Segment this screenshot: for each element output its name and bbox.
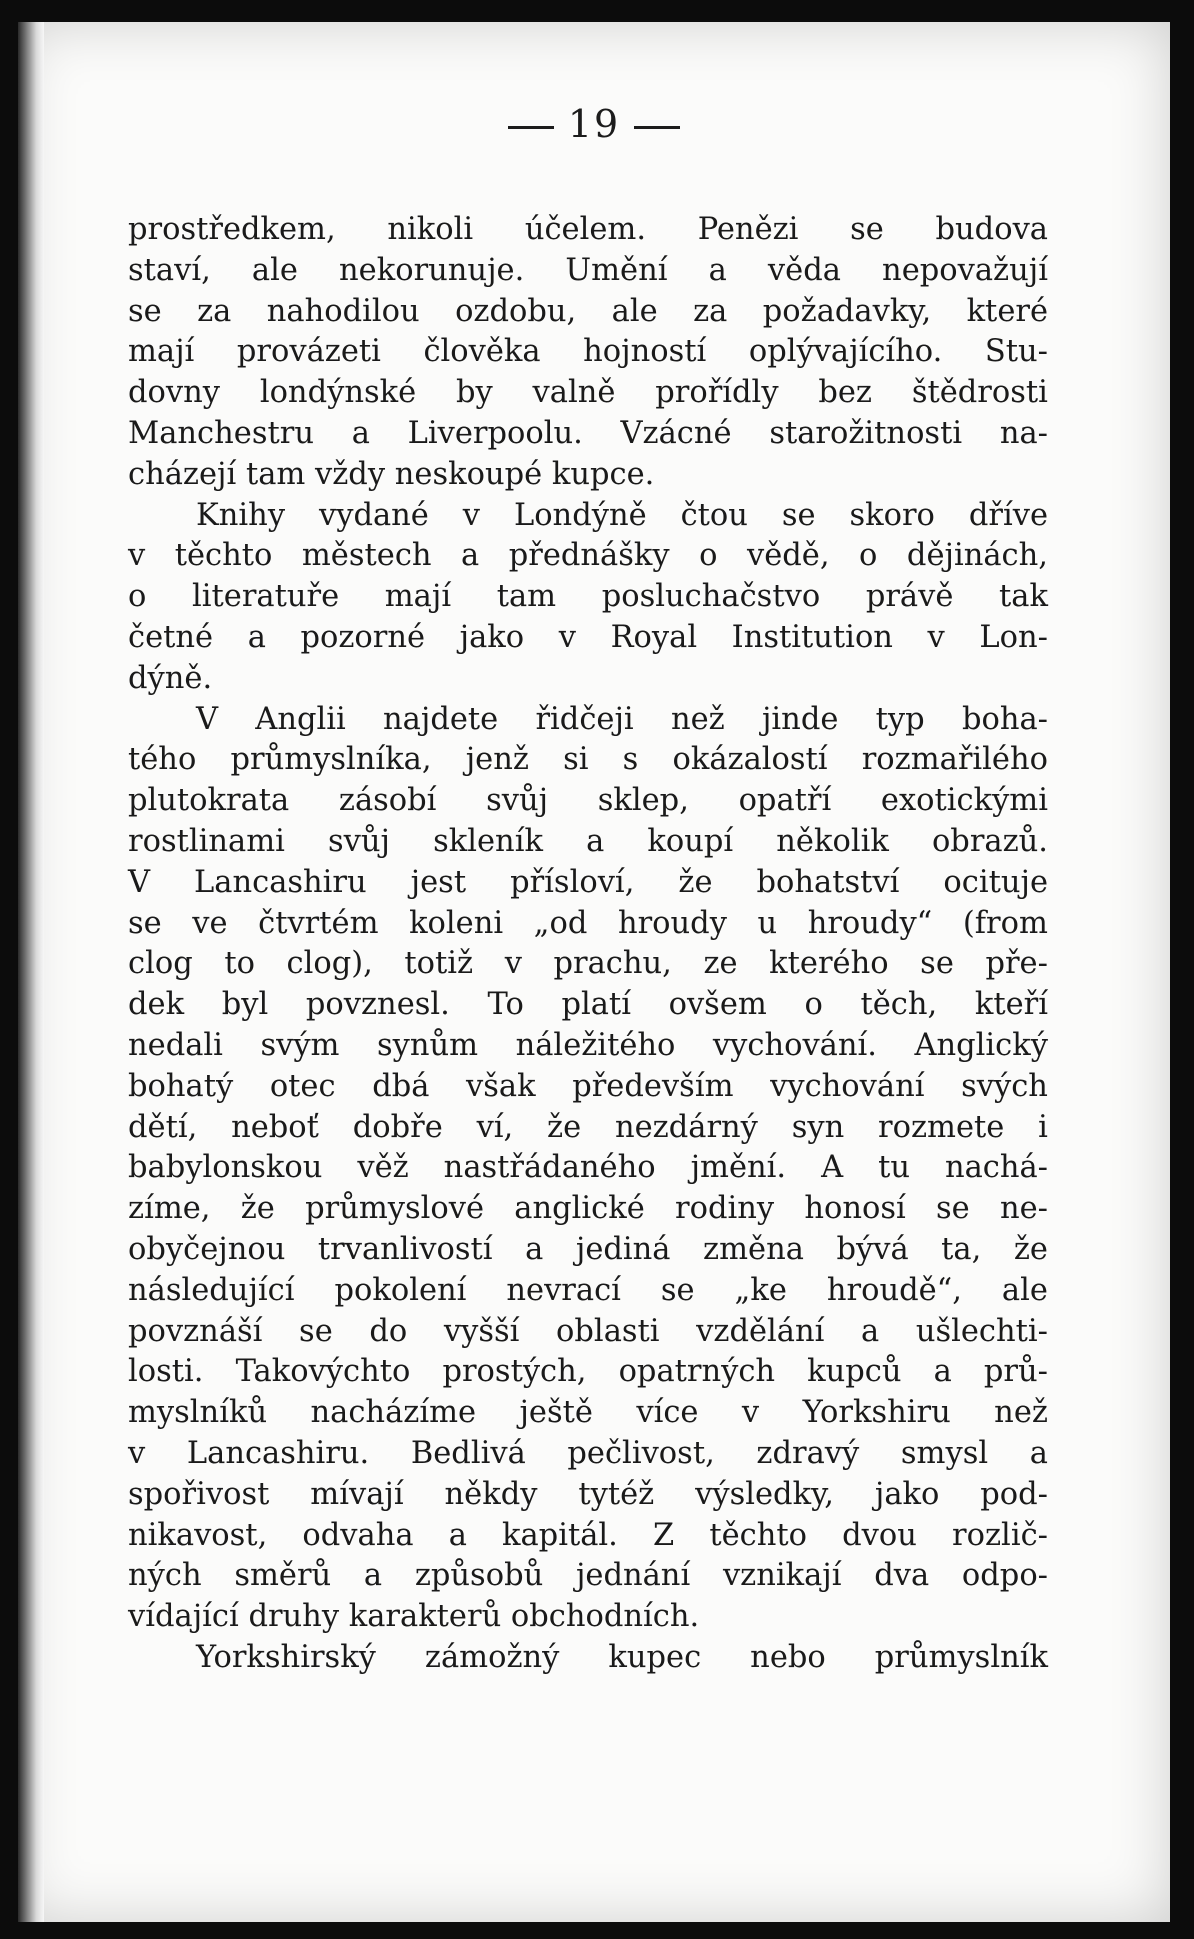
word: valně <box>532 375 616 411</box>
word: povznesl. <box>305 987 450 1023</box>
word: tého <box>128 742 197 778</box>
word: prořídly <box>655 375 779 411</box>
word: tytéž <box>578 1476 655 1512</box>
word: o <box>699 538 718 574</box>
word: jako <box>459 619 525 655</box>
word: karakterů <box>348 1599 511 1635</box>
word: Lon- <box>979 619 1048 655</box>
text-line <box>128 1393 1048 1434</box>
word: vzdělání <box>696 1313 825 1349</box>
text-line <box>128 904 1048 945</box>
text-line <box>128 1067 1048 1108</box>
text-line <box>128 944 1048 985</box>
word: četné <box>128 619 214 655</box>
word: věda <box>767 252 841 288</box>
text-line <box>128 210 1048 251</box>
word: skoro <box>849 497 935 533</box>
word: a <box>363 1558 383 1594</box>
page-number-dash-right <box>634 126 680 129</box>
text-line <box>128 1271 1048 1312</box>
word: výsledky, <box>695 1476 834 1512</box>
word: vychování. <box>712 1027 877 1063</box>
word: vydané <box>318 497 429 533</box>
word: těchto <box>174 538 273 574</box>
word: Yorkshirský <box>196 1639 376 1675</box>
word: se <box>128 293 162 329</box>
word: se <box>850 212 884 247</box>
word: však <box>466 1068 536 1104</box>
word: tu <box>878 1150 910 1186</box>
word: trvanlivostí <box>317 1231 493 1267</box>
word: bohatý <box>128 1068 234 1104</box>
text-line <box>128 373 1048 414</box>
word: svůj <box>486 783 549 819</box>
word: ale <box>251 252 298 288</box>
word: a <box>1029 1435 1048 1471</box>
text-line <box>128 740 1048 781</box>
word: rozmete <box>878 1109 1005 1145</box>
word: myslníků <box>128 1395 268 1431</box>
word: městech <box>301 538 432 574</box>
word: přednášky <box>508 538 670 574</box>
page-number-dash-left <box>508 126 554 129</box>
word: a <box>448 1517 467 1553</box>
word: v <box>927 619 945 655</box>
word: zdravý <box>756 1435 860 1471</box>
word: clog), <box>286 946 373 982</box>
word: ocituje <box>943 864 1048 900</box>
word: především <box>572 1068 734 1104</box>
word: čtou <box>680 497 748 533</box>
text-line <box>128 659 1048 700</box>
text-line <box>128 292 1048 333</box>
word: průmyslník <box>874 1639 1048 1675</box>
word: obyčejnou <box>128 1231 286 1267</box>
word: se <box>660 1272 695 1308</box>
word: kteří <box>974 987 1048 1023</box>
word: o <box>859 538 878 574</box>
word: rodiny <box>675 1191 775 1227</box>
word: se <box>128 905 162 941</box>
word: vědě, <box>746 538 830 574</box>
word: ne- <box>999 1191 1048 1227</box>
text-line <box>128 536 1048 577</box>
word: někdy <box>444 1476 538 1512</box>
text-line <box>128 700 1048 741</box>
word: nebo <box>750 1639 826 1675</box>
word: zámožný <box>424 1639 560 1675</box>
word: právě <box>865 579 954 615</box>
word: Umění <box>565 252 668 288</box>
word: spořivost <box>128 1476 270 1512</box>
word: byl <box>221 987 269 1023</box>
word: starožitnosti <box>769 415 963 451</box>
word: těchto <box>709 1517 807 1553</box>
body-text <box>128 210 1048 1679</box>
word: změna <box>703 1231 804 1267</box>
word: druhy <box>248 1599 349 1635</box>
word: sklep, <box>597 783 689 819</box>
word: v <box>558 619 576 655</box>
word: provázeti <box>236 334 381 370</box>
word: a <box>861 1313 880 1349</box>
word: prachu, <box>553 946 672 982</box>
word: několik <box>776 823 889 859</box>
word: Knihy <box>196 497 286 533</box>
word: jednání <box>575 1558 691 1594</box>
word: náležitého <box>515 1027 676 1063</box>
word: a <box>586 823 605 859</box>
word: neskoupé <box>394 456 552 492</box>
word: nevrací <box>506 1272 621 1308</box>
text-line <box>128 577 1048 618</box>
word: nastřádaného <box>443 1150 656 1186</box>
word: exotickými <box>880 783 1048 819</box>
text-line <box>128 1638 1048 1679</box>
word: „ke <box>734 1272 787 1308</box>
word: obrazů. <box>931 823 1048 859</box>
word: kterého <box>769 946 889 982</box>
text-line <box>128 496 1048 537</box>
text-line <box>128 1556 1048 1597</box>
word: řidčeji <box>535 701 634 737</box>
word: se <box>781 497 816 533</box>
word: vznikají <box>722 1558 842 1594</box>
word: staví, <box>128 252 211 288</box>
word: jinde <box>761 701 839 737</box>
word: Institution <box>731 619 893 655</box>
word: dvou <box>842 1517 917 1553</box>
word: pozorné <box>300 619 426 655</box>
word: Vzácné <box>620 415 732 451</box>
word: v <box>462 497 481 533</box>
text-line <box>128 985 1048 1026</box>
word: mají <box>128 334 195 370</box>
word: a <box>708 252 727 288</box>
page-number: 19 <box>567 102 621 146</box>
word: více <box>636 1395 699 1431</box>
text-line <box>128 863 1048 904</box>
word: honosí <box>804 1191 906 1227</box>
word: za <box>693 293 728 329</box>
word: Lancashiru <box>194 864 367 900</box>
word: nezdárný <box>614 1109 758 1145</box>
word: svým <box>260 1027 340 1063</box>
word: bez <box>818 375 873 411</box>
word: průmyslníka, <box>230 742 432 778</box>
word: nachá- <box>944 1150 1048 1186</box>
word: neboť <box>231 1109 319 1145</box>
word: dětí, <box>128 1109 198 1145</box>
word: přísloví, <box>510 864 635 900</box>
text-line <box>128 1475 1048 1516</box>
word: že <box>547 1109 582 1145</box>
word: Z <box>653 1517 675 1553</box>
word: clog <box>128 946 193 982</box>
word: Lancashiru. <box>186 1435 370 1471</box>
word: a <box>933 1354 952 1390</box>
word: typ <box>875 701 925 737</box>
text-line <box>128 1434 1048 1475</box>
word: nedali <box>128 1027 223 1063</box>
word: zíme, <box>128 1191 211 1227</box>
word: ví, <box>476 1109 514 1145</box>
word: ještě <box>519 1395 593 1431</box>
word: by <box>455 375 493 411</box>
word: odpo- <box>961 1558 1048 1594</box>
word: do <box>369 1313 408 1349</box>
word: dovny <box>128 375 220 411</box>
word: syn <box>791 1109 845 1145</box>
word: posluchačstvo <box>601 579 821 615</box>
word: ale <box>1001 1272 1048 1308</box>
word: „od <box>533 905 588 941</box>
word: cházejí <box>128 456 246 492</box>
word: Yorkshiru <box>802 1395 951 1431</box>
word: odvaha <box>302 1517 414 1553</box>
word: londýnské <box>259 375 417 411</box>
word: jenž <box>465 742 529 778</box>
word: ovšem <box>668 987 767 1023</box>
word: směrů <box>234 1558 332 1594</box>
word: se <box>936 1191 970 1227</box>
word: rozmařilého <box>861 742 1048 778</box>
word: že <box>240 1191 275 1227</box>
word: (from <box>962 905 1048 941</box>
text-line <box>128 1026 1048 1067</box>
word: prostředkem, <box>128 212 336 247</box>
word: Anglický <box>914 1027 1048 1063</box>
text-line <box>128 414 1048 455</box>
text-line <box>128 1148 1048 1189</box>
text-line <box>128 618 1048 659</box>
word: i <box>1038 1109 1048 1145</box>
word: koleni <box>409 905 504 941</box>
word: si <box>563 742 589 778</box>
word: prů- <box>983 1354 1048 1390</box>
word: ozdobu, <box>455 293 577 329</box>
word: synům <box>377 1027 479 1063</box>
word: nikavost, <box>128 1517 268 1553</box>
word: ve <box>192 905 228 941</box>
word: nahodilou <box>266 293 420 329</box>
word: ta, <box>941 1231 982 1267</box>
word: bohatství <box>756 864 900 900</box>
word: kapitál. <box>502 1517 618 1553</box>
word: dek <box>128 987 185 1023</box>
word: že <box>1013 1231 1048 1267</box>
word: v <box>128 1435 146 1471</box>
word: Londýně <box>513 497 647 533</box>
text-line <box>128 822 1048 863</box>
word: a <box>247 619 266 655</box>
word: anglické <box>514 1191 645 1227</box>
word: Royal <box>610 619 698 655</box>
word: totiž <box>404 946 474 982</box>
word: svůj <box>328 823 390 859</box>
text-line <box>128 1189 1048 1230</box>
word: pře- <box>985 946 1048 982</box>
word: skleník <box>433 823 543 859</box>
word: opatrných <box>618 1354 776 1390</box>
word: než <box>670 701 725 737</box>
word: losti. <box>128 1354 204 1390</box>
word: mají <box>384 579 452 615</box>
word: průmyslové <box>305 1191 485 1227</box>
word: Manchestru <box>128 415 314 451</box>
word: následující <box>128 1272 295 1308</box>
text-line <box>128 1352 1048 1393</box>
word: dříve <box>968 497 1048 533</box>
word: kupce. <box>551 456 655 492</box>
word: Stu- <box>984 334 1048 370</box>
word: koupí <box>647 823 734 859</box>
word: v <box>741 1395 760 1431</box>
word: a <box>351 415 370 451</box>
word: rostlinami <box>128 823 285 859</box>
word: u <box>757 905 778 941</box>
word: A <box>821 1150 844 1186</box>
word: věž <box>357 1150 409 1186</box>
word: o <box>128 579 147 615</box>
word: opatří <box>738 783 832 819</box>
book-page <box>18 22 1170 1922</box>
word: ných <box>128 1558 202 1594</box>
word: že <box>678 864 713 900</box>
word: Takovýchto <box>235 1354 411 1390</box>
text-line <box>128 332 1048 373</box>
word: hojností <box>583 334 707 370</box>
word: literatuře <box>192 579 340 615</box>
word: požadavky, <box>762 293 932 329</box>
text-line <box>128 1516 1048 1557</box>
word: ze <box>703 946 738 982</box>
word: okázalostí <box>672 742 828 778</box>
word: způsobů <box>414 1558 544 1594</box>
word: svých <box>961 1068 1048 1104</box>
word: vyšší <box>443 1313 520 1349</box>
word: se <box>920 946 954 982</box>
word: nacházíme <box>310 1395 477 1431</box>
word: babylonskou <box>128 1150 323 1186</box>
word: v <box>128 538 146 574</box>
word: v <box>504 946 522 982</box>
word: člověka <box>423 334 541 370</box>
word: boha- <box>961 701 1048 737</box>
word: jest <box>410 864 467 900</box>
text-line <box>128 251 1048 292</box>
word: jediná <box>575 1231 671 1267</box>
word: kupců <box>807 1354 902 1390</box>
word: štědrosti <box>911 375 1048 411</box>
word: hroudy <box>617 905 727 941</box>
word: hroudě“, <box>826 1272 962 1308</box>
word: Anglii <box>255 701 346 737</box>
binding-edge <box>18 22 44 1922</box>
word: povznáší <box>128 1313 263 1349</box>
word: dbá <box>372 1068 430 1104</box>
word: plutokrata <box>128 783 290 819</box>
word: a <box>525 1231 544 1267</box>
word: pečlivost, <box>567 1435 715 1471</box>
word: V <box>196 701 219 737</box>
word: jmění. <box>690 1150 787 1186</box>
word: nikoli <box>387 212 474 247</box>
page-number-header <box>18 102 1170 146</box>
word: otec <box>269 1068 336 1104</box>
word: těch, <box>860 987 938 1023</box>
word: Penězi <box>697 212 799 247</box>
word: rozlič- <box>952 1517 1048 1553</box>
word: tam <box>496 579 557 615</box>
word: dobře <box>352 1109 443 1145</box>
word: za <box>197 293 232 329</box>
text-line <box>128 1597 1048 1638</box>
word: s <box>622 742 639 778</box>
word: smysl <box>900 1435 989 1471</box>
word: budova <box>935 212 1048 247</box>
word: Bedlivá <box>410 1435 526 1471</box>
word: čtvrtém <box>258 905 379 941</box>
word: které <box>966 293 1048 329</box>
word: obchodních. <box>510 1599 700 1635</box>
word: na- <box>999 415 1048 451</box>
word: Liverpoolu. <box>407 415 583 451</box>
word: to <box>224 946 255 982</box>
text-line <box>128 781 1048 822</box>
text-line <box>128 455 1048 496</box>
word: oplývajícího. <box>748 334 943 370</box>
word: o <box>804 987 823 1023</box>
word: účelem. <box>524 212 647 247</box>
word: zásobí <box>338 783 437 819</box>
word: tak <box>999 579 1048 615</box>
word: ale <box>611 293 658 329</box>
text-line <box>128 1230 1048 1271</box>
word: prostých, <box>442 1354 587 1390</box>
word: jako <box>874 1476 940 1512</box>
word: vychování <box>770 1068 925 1104</box>
text-line <box>128 1108 1048 1149</box>
word: a <box>461 538 480 574</box>
word: V <box>128 864 151 900</box>
word: mívají <box>310 1476 404 1512</box>
word: dějinách, <box>906 538 1048 574</box>
word: nekorunuje. <box>339 252 525 288</box>
word: bývá <box>836 1231 909 1267</box>
word: dýně. <box>128 660 213 696</box>
word: ušlechti- <box>915 1313 1048 1349</box>
word: vídající <box>128 1599 249 1635</box>
word: vždy <box>315 456 395 492</box>
word: kupec <box>608 1639 702 1675</box>
word: pod- <box>980 1476 1048 1512</box>
word: hroudy“ <box>807 905 933 941</box>
word: pokolení <box>334 1272 467 1308</box>
word: nepovažují <box>882 252 1048 288</box>
word: tam <box>245 456 315 492</box>
word: oblasti <box>556 1313 660 1349</box>
word: dva <box>874 1558 930 1594</box>
word: platí <box>561 987 631 1023</box>
word: se <box>299 1313 333 1349</box>
word: To <box>487 987 524 1023</box>
word: najdete <box>383 701 499 737</box>
text-line <box>128 1312 1048 1353</box>
word: než <box>994 1395 1048 1431</box>
